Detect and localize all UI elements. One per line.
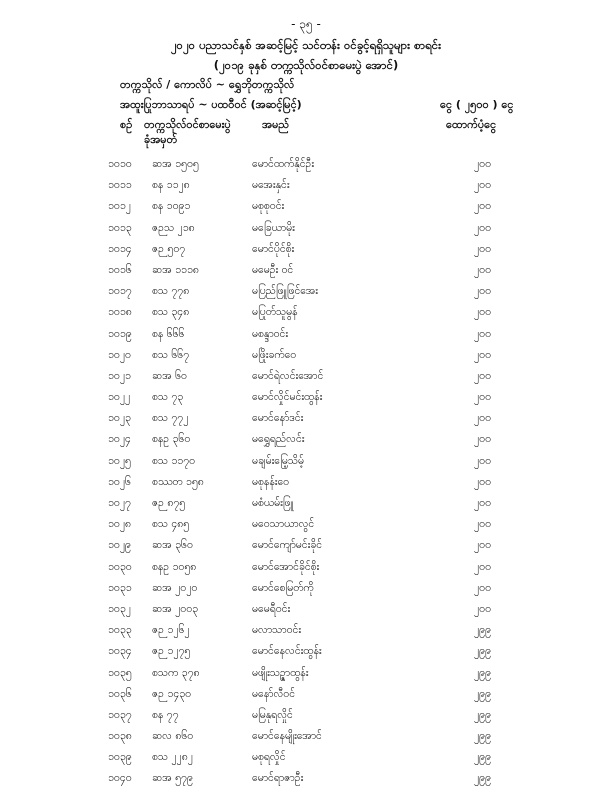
row-number: ၁၀၃၄ [108,645,132,658]
list-item [0,582,612,603]
row-reg-no: စနဥ ၃၆၀ [152,433,191,446]
row-name: မောင်နော်ဒင်း [252,412,304,425]
row-name: မောင်နေလင်းထွန်း [252,645,322,658]
row-number: ၁၀၂၄ [108,433,131,446]
row-reg-no: စသ ၃၄၈ [152,306,190,319]
row-reg-no: စသ ၇၇၈ [152,285,190,298]
row-name: မစုနန်းဝေ [252,475,290,488]
row-amount: ၂၀၀ [474,475,491,488]
row-reg-no: ဆလ ၈၆၀ [152,730,194,743]
university-line: တက္ကသိုလ် / ကောလိပ် ~ ရွှေဘိုတက္ကသိုလ် [120,78,295,91]
list-item [0,539,612,560]
row-name: မမြနုရလှိုင် [252,708,293,721]
list-item [0,455,612,476]
row-reg-no: စသ ၂၂၈၂ [152,751,193,764]
row-reg-no: ဆအ ၂၀၀၃ [152,602,199,615]
amount-header: ငွေ ( ၂၅၀၀ ) ငွေ [440,98,514,111]
column-header-name: အမည် [262,118,290,131]
row-name: မောင်ပိုင်စိုး [252,242,295,255]
row-reg-no: ဇဉ ၁၂၆၂ [152,624,190,637]
row-name: မောင်လှိုင်မင်းထွန်း [252,391,323,404]
row-amount: ၂၀၀ [474,158,491,170]
row-number: ၁၀၁၇ [108,285,132,298]
list-item [0,476,612,497]
row-name: မောင်ရာဇာဦး [252,772,304,785]
row-number: ၁၀၂၆ [108,475,131,488]
row-amount: ၂၀၀ [474,518,491,531]
row-name: မပြည်ဖြူဖြင်အေး [252,285,318,298]
row-amount: ၂၀၀ [474,200,491,213]
row-name: မောင်နေမျိုးအောင် [252,730,322,743]
row-reg-no: ဆအ ၃၆၀ [152,539,193,552]
list-item [0,285,612,306]
row-reg-no: စန ၇၇ [152,708,179,721]
row-number: ၁၀၃၇ [108,708,132,721]
row-amount: ၂၀၀ [474,369,491,382]
row-reg-no: စသက ၃၇၈ [152,666,200,679]
row-number: ၁၀၃၂ [108,602,131,615]
list-item [0,667,612,688]
row-reg-no: ဇဉ ၈၇၅ [152,497,186,509]
row-number: ၁၀၃၉ [108,751,132,764]
document-subtitle: (၂၀၁၉ ခုနှစ် တက္ကသိုလ်ဝင်စာမေးပွဲ အောင်) [213,58,399,72]
list-item [0,730,612,751]
row-name: မဝေသာယာလွင် [252,518,315,531]
row-name: မမေဦး ဝင် [252,263,294,276]
row-reg-no: ဇဉသ ၂၁၈ [152,221,195,234]
row-number: ၁၀၂၉ [108,539,131,552]
row-number: ၁၀၃၁ [108,581,132,594]
list-item [0,688,612,709]
list-item [0,751,612,772]
row-reg-no: ဆအ ၅၇၉ [152,772,193,785]
row-amount: ၂၀၀ [474,348,491,361]
row-number: ၁၀၁၂ [108,200,131,213]
row-amount: ၂၉၉ [474,708,491,721]
row-number: ၁၀၂၀ [108,348,131,361]
row-number: ၁၀၂၃ [108,412,131,425]
row-amount: ၂၉၉ [474,751,491,764]
row-name: မောင်ထက်နိုင်ဦး [252,158,315,170]
row-amount: ၂၀၀ [474,581,491,594]
row-amount: ၂၀၀ [474,560,491,573]
row-reg-no: ဇဉ ၁၂၇၅ [152,645,191,658]
row-reg-no: စသ ၆၆၇ [152,348,190,361]
row-number: ၁၀၂၁ [108,369,131,382]
row-amount: ၂၀၀ [474,327,491,340]
row-name: မဖျိုးသဉ္ဇာထွန်း [252,666,309,679]
list-item [0,179,612,200]
row-amount: ၂၉၉ [474,687,491,700]
row-reg-no: ဆအ ၂၀၂၀ [152,581,198,594]
row-amount: ၂၉၉ [474,772,491,785]
row-number: ၁၀၂၅ [108,454,131,467]
row-number: ၁၀၁၁ [108,179,132,192]
list-item [0,264,612,285]
row-reg-no: ဆအ ၆၀ [152,369,187,382]
row-name: မစုရလှိုင် [252,751,286,764]
list-item [0,497,612,518]
row-amount: ၂၀၀ [474,179,491,192]
course-line: အထူးပြုဘာသာရပ် ~ ပထဝီဝင် (အဆင့်မြင့်) [120,98,302,111]
list-item [0,349,612,370]
row-name: မချမ်းမြေ့သိမ့် [252,454,305,467]
list-item [0,433,612,454]
row-reg-no: စန ၁၁၂၈ [152,179,190,192]
row-number: ၁၀၁၈ [108,306,132,319]
row-amount: ၂၀၀ [474,497,491,509]
row-amount: ၂၀၀ [474,285,491,298]
list-item [0,391,612,412]
row-name: မစံယမ်းဖြူ [252,497,294,509]
row-amount: ၂၀၀ [474,539,491,552]
row-number: ၁၀၂၈ [108,518,131,531]
column-header-no: စဉ် [120,118,133,131]
list-item [0,412,612,433]
row-reg-no: စနဥ ၁၀၅၈ [152,560,197,573]
list-item [0,370,612,391]
row-amount: ၂၉၉ [474,624,491,637]
column-header-reg: တက္ကသိုလ်ဝင်စာမေးပွဲ [144,118,231,131]
list-item [0,772,612,793]
row-number: ၁၀၂၂ [108,391,131,404]
row-name: မောင်အောင်ခိုင်စိုး [252,560,320,573]
row-amount: ၂၉၉ [474,730,491,743]
list-item [0,645,612,666]
list-item [0,200,612,221]
row-amount: ၂၀၀ [474,263,491,276]
row-number: ၁၀၁၃ [108,221,132,234]
list-item [0,158,612,179]
list-item [0,624,612,645]
row-name: မောင်ရဲလင်းအောင် [252,369,324,382]
row-reg-no: စသ ၁၁၇၀ [152,454,196,467]
student-list [0,158,612,794]
row-reg-no: ဇဉ ၅၀၇ [152,242,186,255]
list-item [0,222,612,243]
row-number: ၁၀၄၀ [108,772,132,785]
row-name: မရွှေရည်လင်း [252,433,305,446]
row-number: ၁၀၃၃ [108,624,132,637]
row-amount: ၂၀၀ [474,242,491,255]
list-item [0,603,612,624]
list-item [0,561,612,582]
row-amount: ၂၀၀ [474,306,491,319]
row-reg-no: စသ ၇၇၂ [152,412,189,425]
row-reg-no: စဿတ ၁၅၈ [152,475,204,488]
row-amount: ၂၉၉ [474,666,491,679]
page-number: - ၃၅ - [291,17,321,31]
row-number: ၁၀၃၀ [108,560,132,573]
row-name: မစုစုဝင်း [252,200,285,213]
row-reg-no: ဇဉ ၁၄၃၀ [152,687,192,700]
list-item [0,328,612,349]
row-name: မအေးနှင်း [252,179,290,192]
document-title: ၂၀၂၀ ပညာသင်နှစ် အဆင့်မြင့် သင်တန်း ဝင်ခွင့်ရရှိသူများ စာရင်း [170,38,442,52]
row-number: ၁၀၁၉ [108,327,132,340]
row-reg-no: ဆအ ၁၁၁၈ [152,263,199,276]
list-item [0,709,612,730]
row-number: ၁၀၃၈ [108,730,132,743]
row-name: မဖြိုးခက်ဝေ [252,348,297,361]
row-reg-no: စသ ၄၈၅ [152,518,190,531]
list-item [0,306,612,327]
row-name: မနော်လီဝင် [252,687,296,700]
row-amount: ၂၀၀ [474,602,491,615]
list-item [0,518,612,539]
row-amount: ၂၀၀ [474,454,491,467]
row-reg-no: စန ၁၀၉၁ [152,200,191,213]
row-name: မစန္ဒာဝင်း [252,327,289,340]
list-item [0,243,612,264]
column-header-reg-sub: ခုံအမှတ် [144,133,178,146]
row-amount: ၂၀၀ [474,221,491,234]
row-amount: ၂၀၀ [474,433,491,446]
row-name: မောင်ကျော်မင်းခိုင် [252,539,323,552]
row-number: ၁၀၁၀ [108,158,132,170]
row-number: ၁၀၂၇ [108,497,131,509]
row-name: မပြုတ်သူမွန် [252,306,298,319]
row-amount: ၂၀၀ [474,412,491,425]
row-reg-no: စသ ၇၃ [152,391,184,404]
row-number: ၁၀၁၆ [108,263,132,276]
row-name: မခြေယာမိုး [252,221,295,234]
row-amount: ၂၉၉ [474,645,491,658]
column-header-amount: ထောက်ပံ့ငွေ [446,118,497,131]
row-name: မလာသာဝင်း [252,624,302,637]
row-number: ၁၀၃၆ [108,687,132,700]
row-reg-no: ဆအ ၁၅၀၅ [152,158,199,170]
row-name: မမေရီဝင်း [252,602,291,615]
row-number: ၁၀၃၅ [108,666,132,679]
row-name: မောင်စေမြတ်ကို [252,581,314,594]
row-amount: ၂၀၀ [474,391,491,404]
row-number: ၁၀၁၄ [108,242,132,255]
row-reg-no: စန ၆၆၆ [152,327,185,340]
